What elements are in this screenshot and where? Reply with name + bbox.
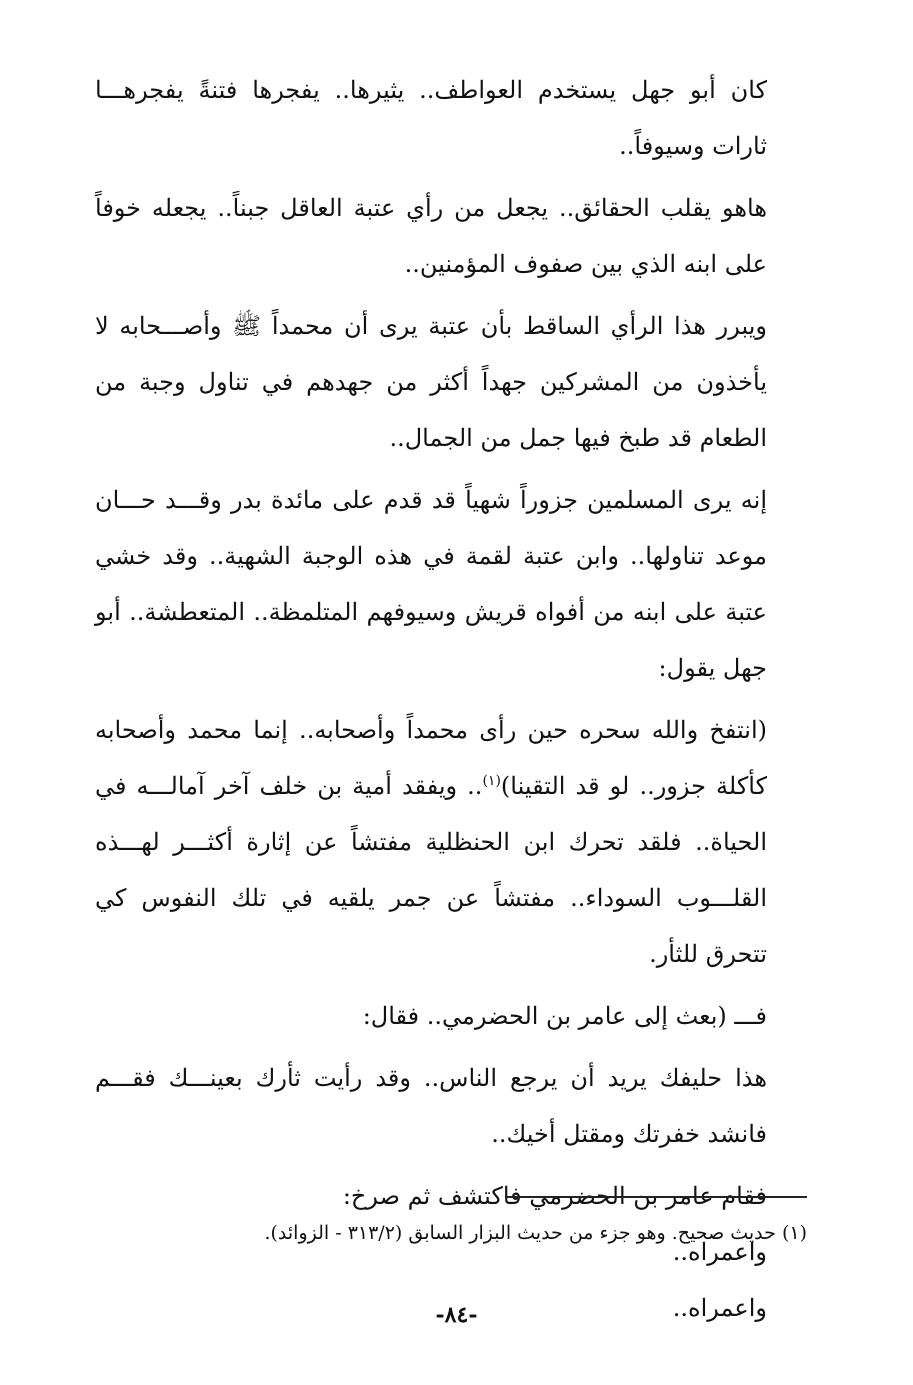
page-body [95,62,807,1336]
footnote-reference[interactable]: (١) [482,773,501,789]
footnote-divider [505,1196,807,1198]
paragraph-4: إنه يرى المسلمين جزوراً شهياً قد قدم على مائدة بدر وقـــد حـــان موعد تناولها.. وابن عتبة لقمة في هذه الوجبة الشهية.. وقد خشي عتبة على ابنه من أفواه قريش وسيوفهم المتلمظة.. المتعطشة.. أبو جهل يقول: [95,486,767,682]
poem-line-2: واعمراه.. [672,1294,767,1322]
paragraph-5-continuation: .. ويفقد أمية بن خلف آخر آمالـــه في الحياة.. فلقد تحرك ابن الحنظلية مفتشاً عن إثارة أكثـــر لهـــذه القلـــوب السوداء.. مفتشاً عن جمر يلقيه في تلك النفوس كي تتحرق للثأر. [95,772,767,968]
paragraph-1: كان أبو جهل يستخدم العواطف.. يثيرها.. يفجرها فتنةً يفجرهـــا ثارات وسيوفاً.. [95,76,767,160]
paragraph-2: هاهو يقلب الحقائق.. يجعل من رأي عتبة العاقل جبناً.. يجعله خوفاً على ابنه الذي بين صفوف المؤمنين.. [95,194,767,278]
paragraph-3: ويبرر هذا الرأي الساقط بأن عتبة يرى أن محمداً ﷺ وأصـــحابه لا يأخذون من المشركين جهداً أكثر من جهدهم في تناول وجبة من الطعام قد طبخ فيها جمل من الجمال.. [95,312,767,452]
paragraph-5 [95,702,807,982]
page-number: -٨٤- [435,1302,478,1328]
paragraph-5-quote: (انتفخ والله سحره حين رأى محمداً وأصحابه.. إنما محمد وأصحابه كأكلة جزور.. لو قد التقينا) [95,716,768,800]
paragraph-6: فـــ (بعث إلى عامر بن الحضرمي.. فقال: [362,1002,767,1030]
paragraph-7: هذا حليفك يريد أن يرجع الناس.. وقد رأيت ثأرك بعينـــك فقـــم فانشد خفرتك ومقتل أخيك.. [95,1064,768,1148]
poem-intro: فقام عامر بن الحضرمي فاكتشف ثم صرخ: [342,1182,767,1210]
footnote-text: (١) حديث صحيح. وهو جزء من حديث البزار السابق (٣١٣/٢ - الزوائد). [264,1222,807,1244]
poem-line-1: واعمراه.. [672,1238,767,1266]
